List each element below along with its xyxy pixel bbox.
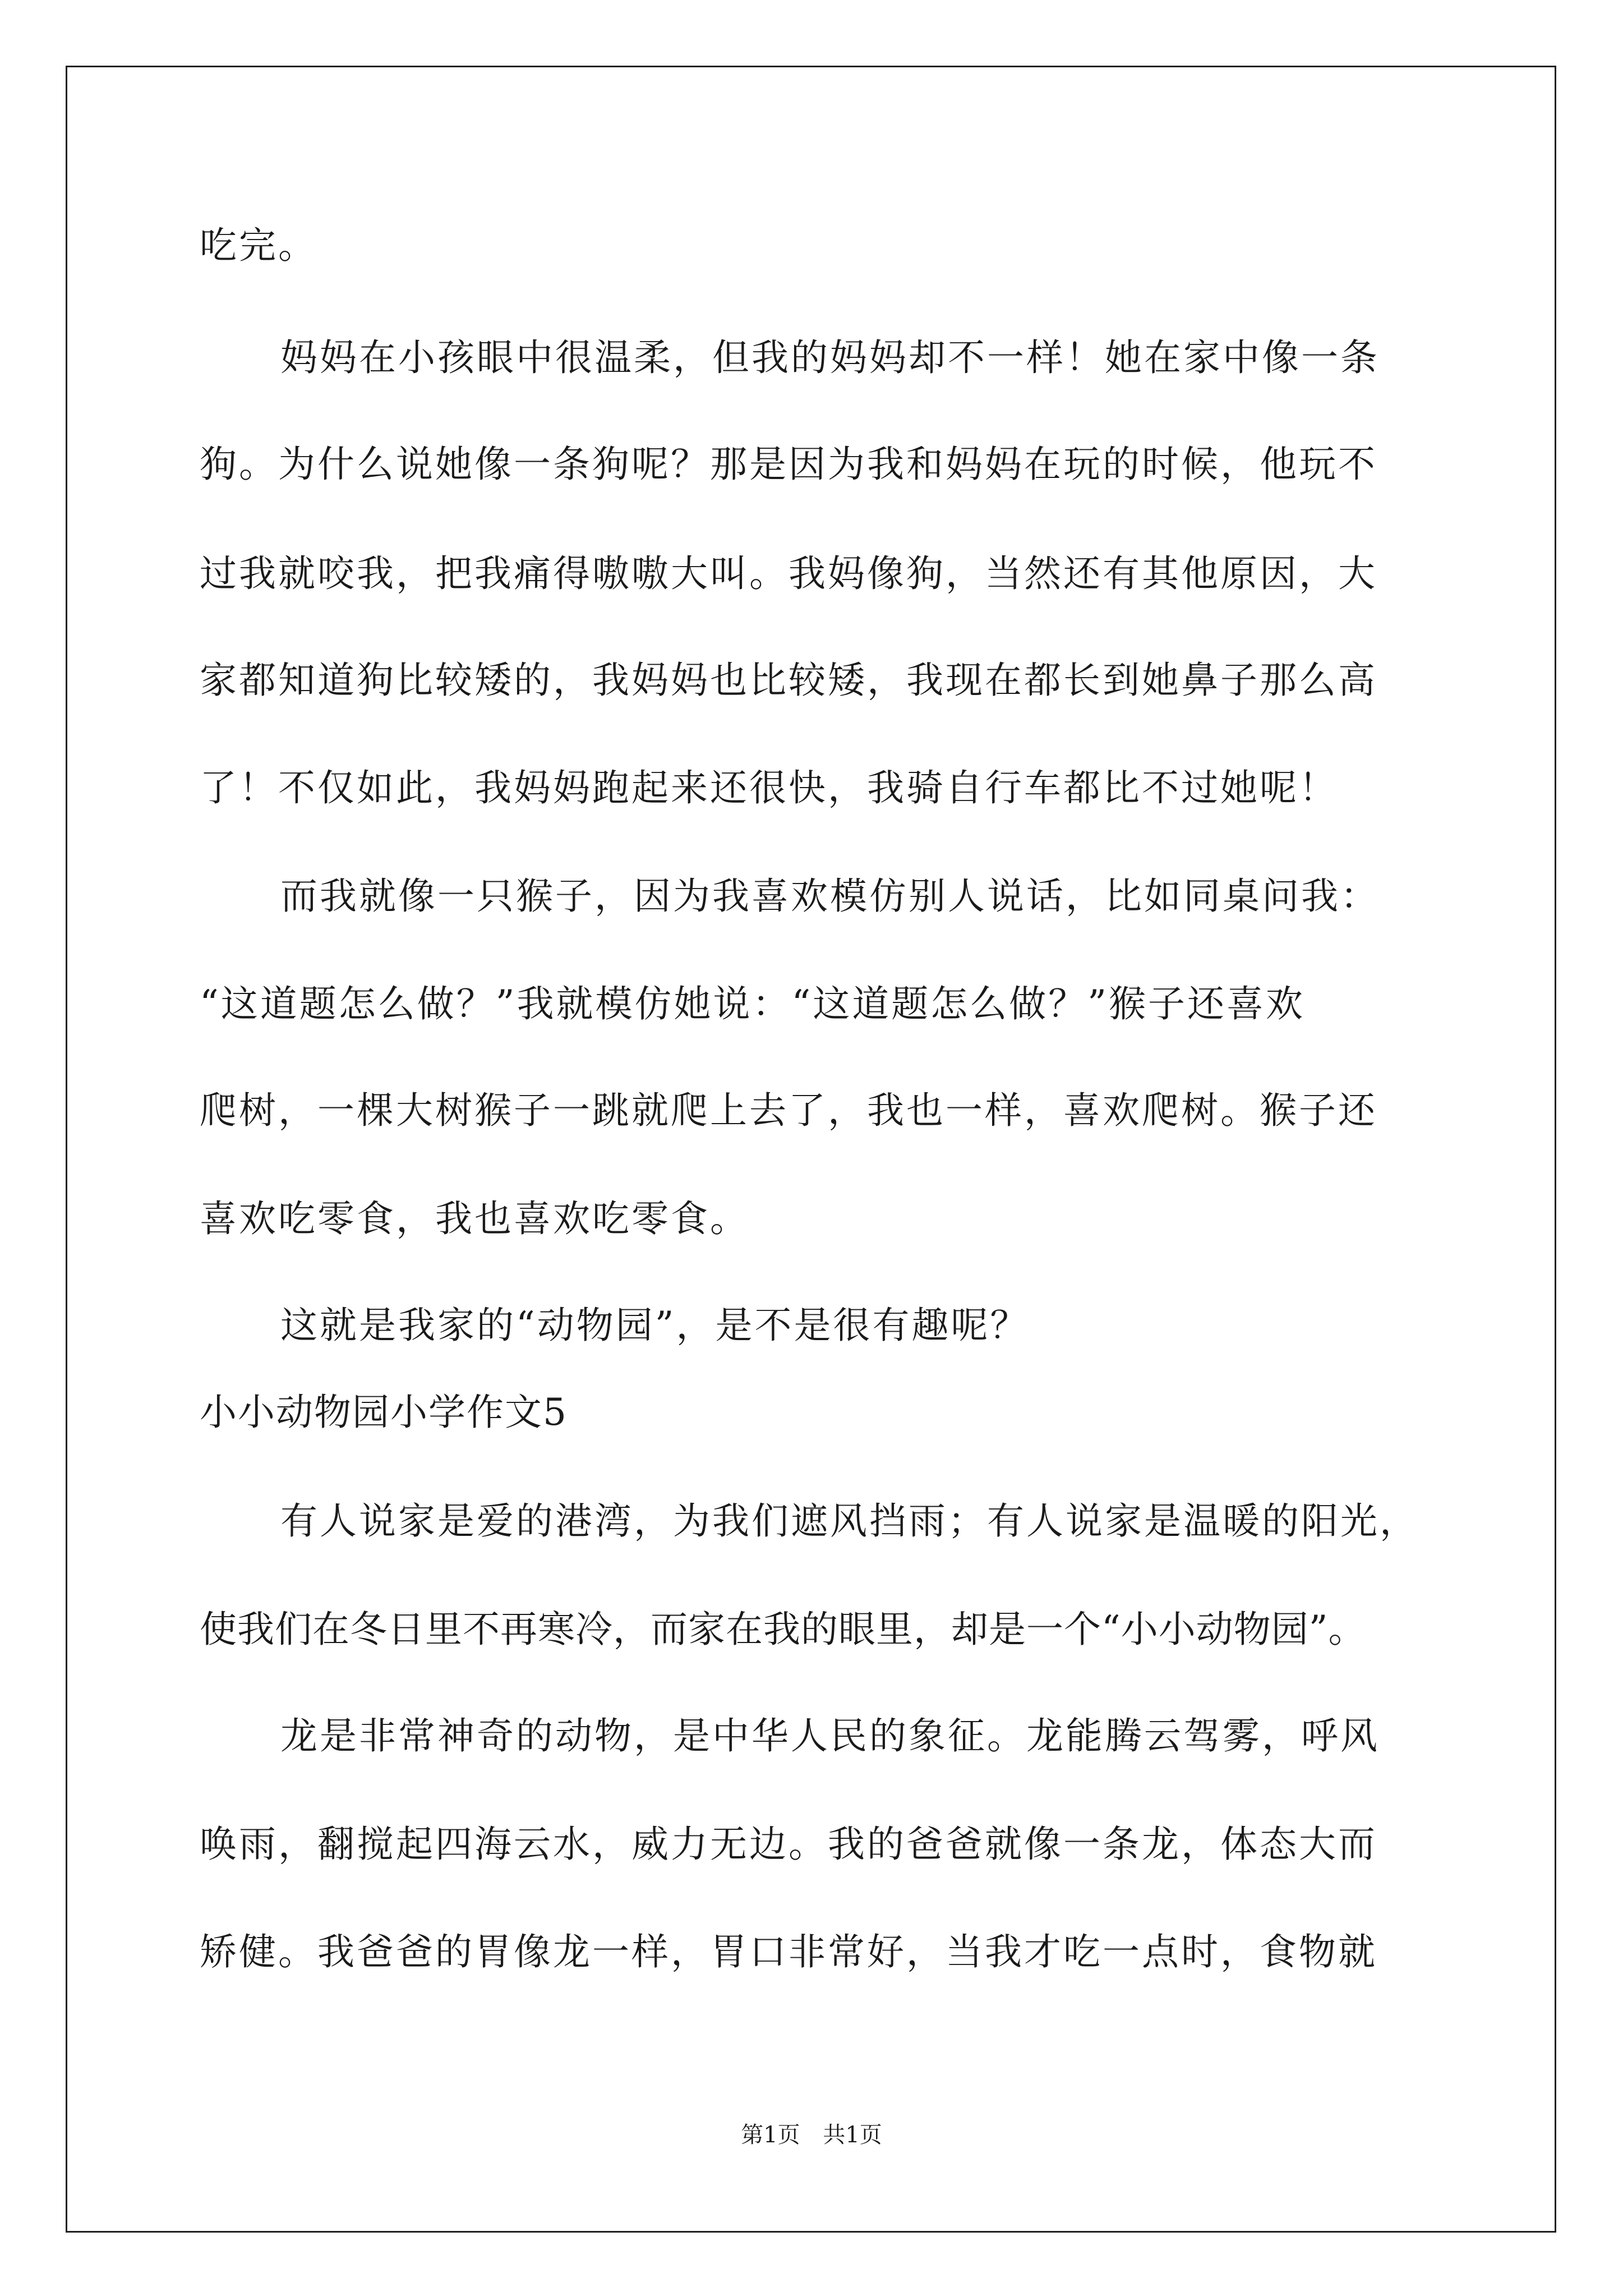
page-number: 第1页 — [741, 2122, 800, 2148]
text-line: 过我就咬我，把我痛得嗷嗷大叫。我妈像狗，当然还有其他原因，大 — [200, 552, 1377, 595]
text-line: 妈妈在小孩眼中很温柔，但我的妈妈却不一样！她在家中像一条 — [280, 336, 1380, 379]
text-line: 这就是我家的“动物园”，是不是很有趣呢？ — [280, 1304, 1030, 1347]
text-line: 唤雨，翻搅起四海云水，威力无边。我的爸爸就像一条龙，体态大而 — [200, 1823, 1377, 1866]
text-line: 喜欢吃零食，我也喜欢吃零食。 — [200, 1197, 749, 1240]
text-line: 家都知道狗比较矮的，我妈妈也比较矮，我现在都长到她鼻子那么高 — [200, 659, 1377, 702]
text-line: 使我们在冬日里不再寒冷，而家在我的眼里，却是一个“小小动物园”。 — [200, 1608, 1366, 1651]
text-line: 有人说家是爱的港湾，为我们遮风挡雨；有人说家是温暖的阳光， — [280, 1499, 1419, 1543]
text-line: 吃完。 — [200, 224, 317, 267]
text-line: 爬树，一棵大树猴子一跳就爬上去了，我也一样，喜欢爬树。猴子还 — [200, 1089, 1377, 1132]
text-line: 了！不仅如此，我妈妈跑起来还很快，我骑自行车都比不过她呢！ — [200, 766, 1338, 809]
section-heading: 小小动物园小学作文5 — [200, 1391, 568, 1434]
page-border — [66, 66, 1556, 2233]
text-line: 而我就像一只猴子，因为我喜欢模仿别人说话，比如同桌问我： — [280, 875, 1380, 918]
text-line: 狗。为什么说她像一条狗呢？那是因为我和妈妈在玩的时候，他玩不 — [200, 443, 1377, 486]
text-line: 矫健。我爸爸的胃像龙一样，胃口非常好，当我才吃一点时，食物就 — [200, 1930, 1377, 1973]
text-line: 龙是非常神奇的动物，是中华人民的象征。龙能腾云驾雾，呼风 — [280, 1714, 1380, 1757]
page-total: 共1页 — [823, 2122, 882, 2148]
text-line: “这道题怎么做？”我就模仿她说：“这道题怎么做？”猴子还喜欢 — [200, 982, 1305, 1025]
page-footer — [0, 2120, 1623, 2150]
